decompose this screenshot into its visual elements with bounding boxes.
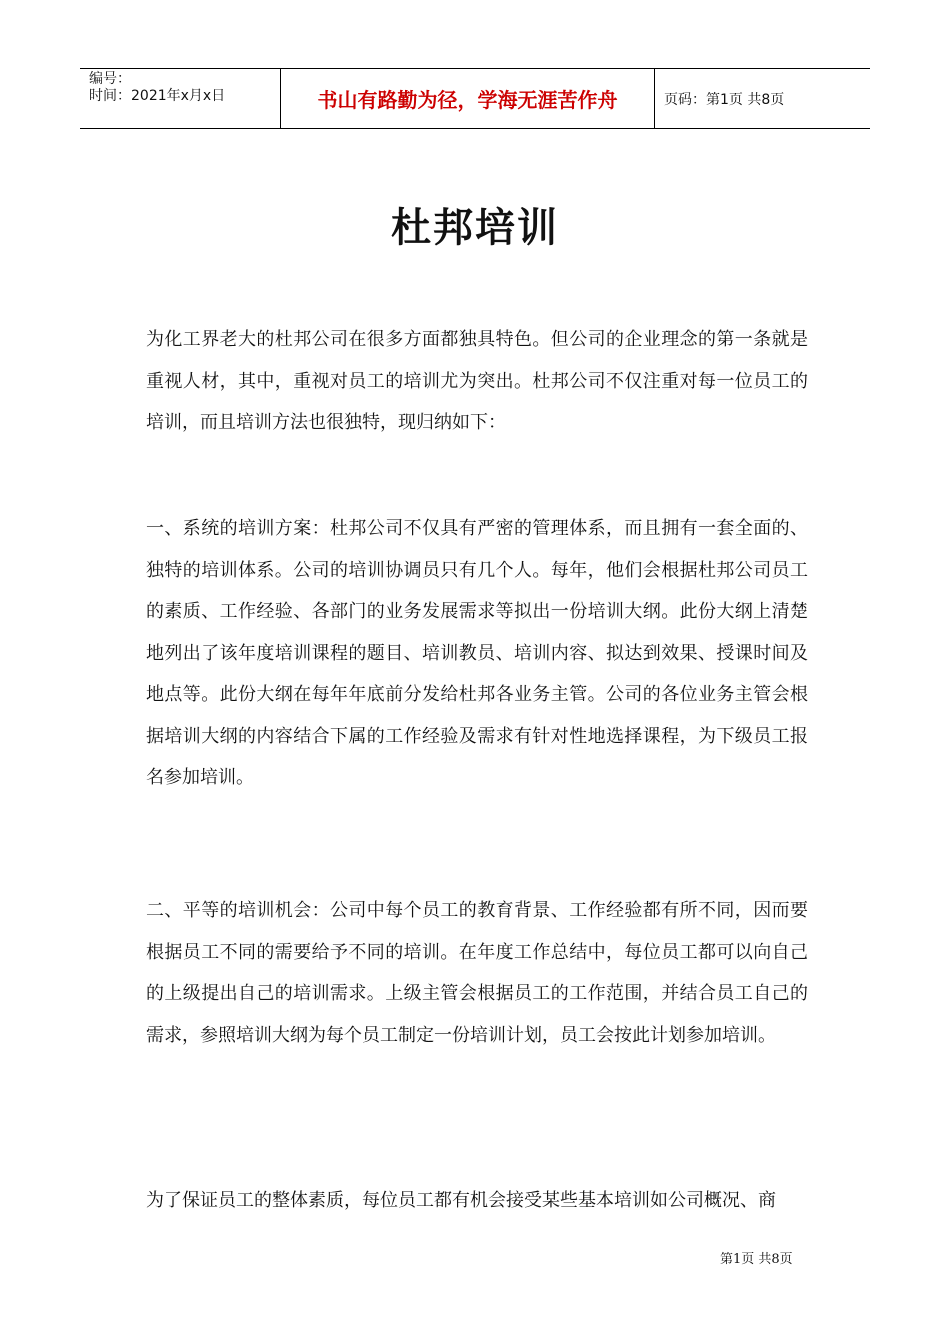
header-meta-cell xyxy=(80,69,281,128)
paragraph-intro: 为化工界老大的杜邦公司在很多方面都独具特色。但公司的企业理念的第一条就是重视人材，其中，重视对员工的培训尤为突出。杜邦公司不仅注重对每一位员工的培训，而且培训方法也很独特，现归纳如下： xyxy=(146,329,808,433)
footer-page-number: 第1页 共8页 xyxy=(720,1252,793,1267)
document-title: 杜邦培训 xyxy=(391,204,559,251)
header-motto: 书山有路勤为径，学海无涯苦作舟 xyxy=(317,88,618,112)
document-date-label: 时间：2021年x月x日 xyxy=(89,88,226,104)
paragraph-equal-opportunity: 二、平等的培训机会：公司中每个员工的教育背景、工作经验都有所不同，因而要根据员工不同的需要给予不同的培训。在年度工作总结中，每位员工都可以向自己的上级提出自己的培训需求。上级主管会根据员工的工作范围，并结合员工自己的需求，参照培训大纲为每个员工制定一份培训计划，员工会按此计划参加培训。 xyxy=(146,900,808,1046)
paragraph-training-plan: 一、系统的培训方案：杜邦公司不仅具有严密的管理体系，而且拥有一套全面的、独特的培训体系。公司的培训协调员只有几个人。每年，他们会根据杜邦公司员工的素质、工作经验、各部门的业务发展需求等拟出一份培训大纲。此份大纲上清楚地列出了该年度培训课程的题目、培训教员、培训内容、拟达到效果、授课时间及地点等。此份大纲在每年年底前分发给杜邦各业务主管。公司的各位业务主管会根据培训大纲的内容结合下属的工作经验及需求有针对性地选择课程，为下级员工报名参加培训。 xyxy=(146,518,808,788)
header-page-number: 页码：第1页 共8页 xyxy=(664,91,785,108)
document-header xyxy=(80,68,870,129)
paragraph-basic-training: 为了保证员工的整体素质，每位员工都有机会接受某些基本培训如公司概况、商 xyxy=(146,1190,776,1211)
header-motto-cell xyxy=(281,69,655,128)
document-number-label: 编号： xyxy=(89,71,131,87)
header-page-cell xyxy=(655,69,870,128)
